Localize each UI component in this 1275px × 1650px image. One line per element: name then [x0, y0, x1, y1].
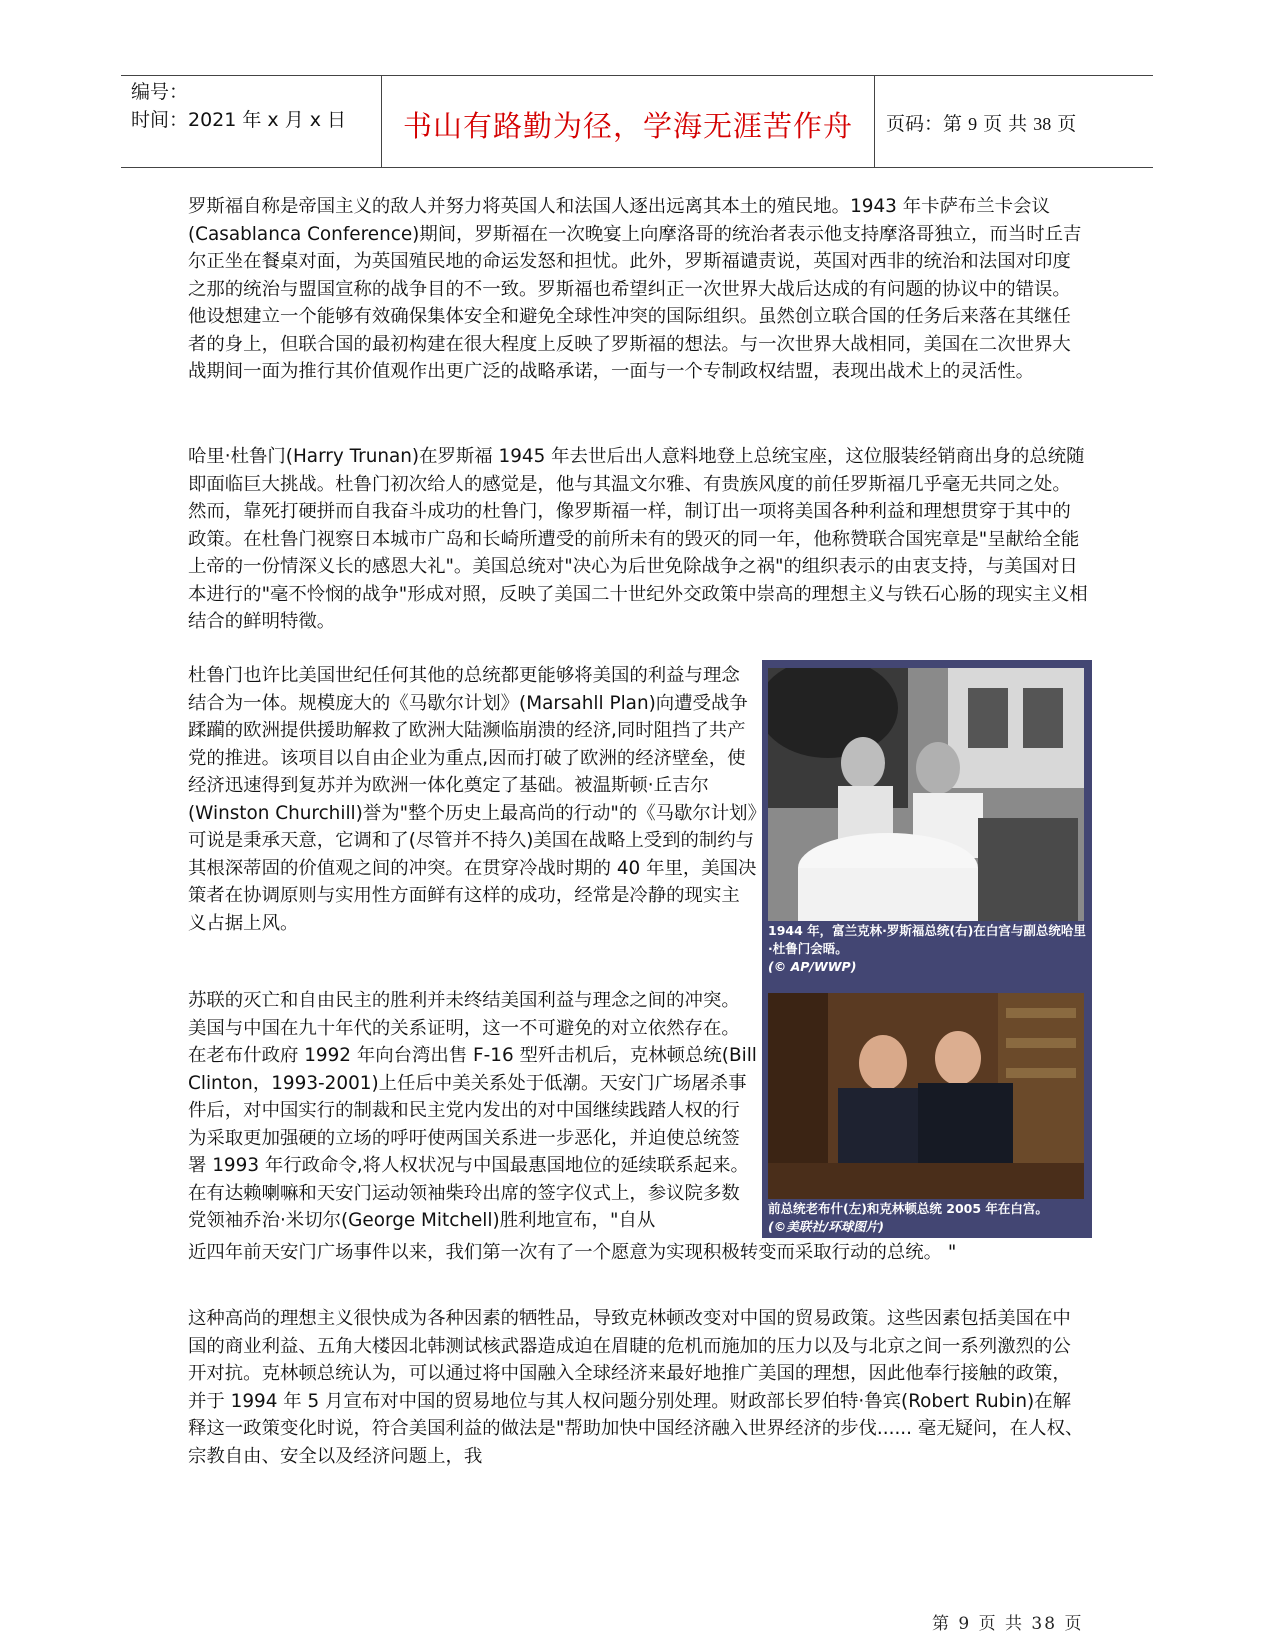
- header-meta: [131, 78, 346, 134]
- paragraph-marshall-plan: 杜鲁门也许比美国世纪任何其他的总统都更能够将美国的利益与理念结合为一体。规模庞大的《马歇尔计划》(Marsahll Plan)向遭受战争蹂躏的欧洲提供援助解救了欧洲大陆濒临崩溃的经济,同时阻挡了共产党的推进。该项目以自由企业为重点,因而打破了欧洲的经济壁垒，使经济迅速得到复苏并为欧洲一体化奠定了基础。被温斯顿·丘吉尔(Winston Churchill)誉为"整个历史上最高尚的行动"的《马歇尔计划》可说是秉承天意，它调和了(尽管并不持久)美国在战略上受到的制约与其根深蒂固的价值观之间的冲突。在贯穿冷战时期的 40 年里，美国决策者在协调原则与实用性方面鲜有这样的成功，经常是冷静的现实主义占据上风。: [188, 665, 757, 934]
- document-number-label: 编号：: [131, 81, 189, 103]
- figure-panel: [762, 660, 1092, 1238]
- caption-credit-2: (©美联社/环球图片): [768, 1219, 884, 1234]
- caption-credit-1: (© AP/WWP): [768, 959, 857, 974]
- paragraph-clinton-china: 苏联的灭亡和自由民主的胜利并未终结美国利益与理念之间的冲突。美国与中国在九十年代的关系证明，这一不可避免的对立依然存在。在老布什政府 1992 年向台湾出售 F-16 型歼击机后，克林顿总统(Bill Clinton，1993-2001)上任后中美关系处于低潮。天安门广场屠杀事件后，对中国实行的制裁和民主党内发出的对中国继续践踏人权的行为采取更加强硬的立场的呼吁使两国关系进一步恶化，并迫使总统签署 1993 年行政命令,将人权状况与中国最惠国地位的延续联系起来。在有达赖喇嘛和天安门运动领袖柴玲出席的签字仪式上，参议院多数党领袖乔治·米切尔(George Mitchell)胜利地宣布，"自从: [188, 990, 757, 1231]
- header-page-indicator: [886, 109, 1076, 136]
- document-time-label: 时间：2021 年 x 月 x 日: [131, 109, 347, 131]
- page-footer: 第 9 页 共 38 页: [932, 1614, 1084, 1634]
- header-top-rule: [121, 75, 1153, 76]
- page-number: 9: [968, 114, 978, 134]
- paragraph-roosevelt: 罗斯福自称是帝国主义的敌人并努力将英国人和法国人逐出远离其本土的殖民地。1943 年卡萨布兰卡会议(Casablanca Conference)期间，罗斯福在一次晚宴上向摩洛哥的统治者表示他支持摩洛哥独立，而当时丘吉尔正坐在餐桌对面，为英国殖民地的命运发怒和担忧。此外，罗斯福谴责说，英国对西非的统治和法国对印度之那的统治与盟国宣称的战争目的不一致。罗斯福也希望纠正一次世界大战后达成的有问题的协议中的错误。他设想建立一个能够有效确保集体安全和避免全球性冲突的国际组织。虽然创立联合国的任务后来落在其继任者的身上，但联合国的最初构建在很大程度上反映了罗斯福的想法。与一次世界大战相同，美国在二次世界大战期间一面为推行其价值观作出更广泛的战略承诺，一面与一个专制政权结盟，表现出战术上的灵活性。: [188, 196, 1082, 382]
- photo-caption-2: [768, 1200, 1088, 1236]
- paragraph-clinton-china-cont: 近四年前天安门广场事件以来，我们第一次有了一个愿意为实现积极转变而采取行动的总统。 ": [188, 1242, 957, 1263]
- photo-caption-1: [768, 922, 1088, 976]
- photo-bush-clinton: [768, 993, 1084, 1199]
- header-bottom-rule: [121, 167, 1153, 168]
- paragraph-truman: 哈里·杜鲁门(Harry Trunan)在罗斯福 1945 年去世后出人意料地登上总统宝座，这位服装经销商出身的总统随即面临巨大挑战。杜鲁门初次给人的感觉是，他与其温文尔雅、有贵族风度的前任罗斯福几乎毫无共同之处。然而，靠死打硬拼而自我奋斗成功的杜鲁门，像罗斯福一样，制订出一项将美国各种利益和理想贯穿于其中的政策。在杜鲁门视察日本城市广岛和长崎所遭受的前所未有的毁灭的同一年，他称赞联合国宪章是"呈献给全能上帝的一份情深义长的感恩大礼"。美国总统对"决心为后世免除战争之祸"的组织表示的由衷支持，与美国对日本进行的"毫不怜悯的战争"形成对照，反映了美国二十世纪外交政策中崇高的理想主义与铁石心肠的现实主义相结合的鲜明特徵。: [188, 446, 1088, 632]
- page-total: 38: [1033, 114, 1052, 134]
- page-suffix: 页: [1057, 113, 1077, 135]
- photo-roosevelt-truman: [768, 668, 1084, 921]
- header-slogan: 书山有路勤为径，学海无涯苦作舟: [402, 109, 853, 143]
- caption-text-2: 前总统老布什(左)和克林顿总统 2005 年在白宫。: [768, 1201, 1048, 1216]
- paragraph-trade-policy: 这种高尚的理想主义很快成为各种因素的牺牲品，导致克林顿改变对中国的贸易政策。这些因素包括美国在中国的商业利益、五角大楼因北韩测试核武器造成迫在眉睫的危机而施加的压力以及与北京之间一系列激烈的公开对抗。克林顿总统认为，可以通过将中国融入全球经济来最好地推广美国的理想，因此他奉行接触的政策，并于 1994 年 5 月宣布对中国的贸易地位与其人权问题分别处理。财政部长罗伯特·鲁宾(Robert Rubin)在解释这一政策变化时说，符合美国利益的做法是"帮助加快中国经济融入世界经济的步伐...... 毫无疑问，在人权、宗教自由、安全以及经济问题上，我: [188, 1308, 1084, 1467]
- caption-text-1: 1944 年，富兰克林·罗斯福总统(右)在白宫与副总统哈里 ·杜鲁门会晤。: [768, 923, 1086, 956]
- page-mid: 页 共: [983, 113, 1028, 135]
- page-label: 页码：第: [886, 113, 963, 135]
- header-divider-right: [874, 76, 875, 167]
